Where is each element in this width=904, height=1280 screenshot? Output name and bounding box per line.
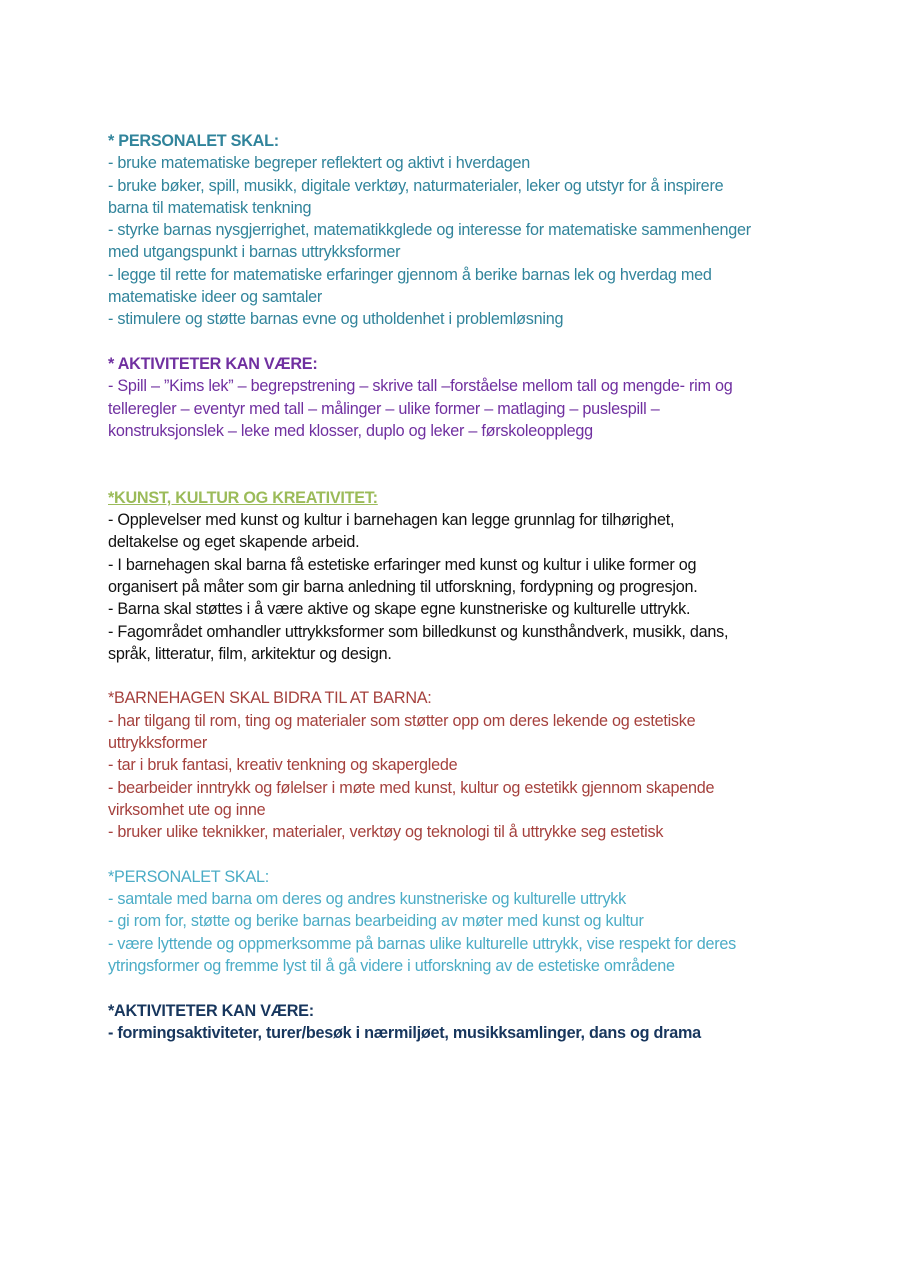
art-staff-heading: *PERSONALET SKAL: [108, 867, 269, 886]
math-staff-line: - bruke bøker, spill, musikk, digitale verktøy, naturmaterialer, leker og utstyr for å inspirere [108, 176, 724, 195]
math-activities-line: - Spill – ”Kims lek” – begrepstrening – skrive tall –forståelse mellom tall og mengde- rim og [108, 377, 733, 396]
math-activities-section [108, 353, 808, 442]
math-staff-line: - styrke barnas nysgjerrighet, matematikkglede og interesse for matematiske sammenhenger [108, 221, 751, 240]
math-activities-heading: * AKTIVITETER KAN VÆRE: [108, 354, 318, 373]
math-staff-section [108, 130, 808, 331]
spacer [108, 977, 808, 999]
art-intro-line: deltakelse og eget skapende arbeid. [108, 533, 360, 552]
art-kindergarten-line: uttrykksformer [108, 734, 208, 753]
math-staff-line: med utgangspunkt i barnas uttrykksformer [108, 243, 401, 262]
art-intro-line: - I barnehagen skal barna få estetiske erfaringer med kunst og kultur i ulike former og [108, 555, 697, 574]
art-intro-line: språk, litteratur, film, arkitektur og design. [108, 644, 392, 663]
art-kindergarten-heading: *BARNEHAGEN SKAL BIDRA TIL AT BARNA: [108, 689, 432, 708]
art-intro-line: - Barna skal støttes i å være aktive og skape egne kunstneriske og kulturelle uttrykk. [108, 600, 691, 619]
art-intro-line: organisert på måter som gir barna anledning til utforskning, fordypning og progresjon. [108, 577, 698, 596]
art-kindergarten-line: - bruker ulike teknikker, materialer, verktøy og teknologi til å uttrykke seg estetisk [108, 823, 664, 842]
art-intro-section [108, 487, 808, 665]
math-staff-line: barna til matematisk tenkning [108, 198, 312, 217]
art-staff-line: - være lyttende og oppmerksomme på barnas ulike kulturelle uttrykk, vise respekt for deres [108, 934, 736, 953]
art-kindergarten-line: - tar i bruk fantasi, kreativ tenkning og skaperglede [108, 756, 458, 775]
art-kindergarten-line: - bearbeider inntrykk og følelser i møte med kunst, kultur og estetikk gjennom skapende [108, 778, 715, 797]
math-staff-line: - bruke matematiske begreper reflektert og aktivt i hverdagen [108, 154, 531, 173]
spacer [108, 844, 808, 866]
math-staff-line: matematiske ideer og samtaler [108, 288, 323, 307]
art-kindergarten-line: virksomhet ute og inne [108, 800, 266, 819]
art-staff-line: - gi rom for, støtte og berike barnas bearbeiding av møter med kunst og kultur [108, 912, 644, 931]
math-staff-heading: * PERSONALET SKAL: [108, 132, 279, 150]
document-page [108, 130, 808, 1044]
math-staff-line: - stimulere og støtte barnas evne og utholdenhet i problemløsning [108, 310, 564, 329]
math-activities-line: konstruksjonslek – leke med klosser, duplo og leker – førskoleopplegg [108, 421, 593, 440]
art-intro-heading: *KUNST, KULTUR OG KREATIVITET: [108, 488, 378, 507]
art-intro-line: - Opplevelser med kunst og kultur i barnehagen kan legge grunnlag for tilhørighet, [108, 511, 675, 530]
spacer [108, 665, 808, 687]
spacer [108, 331, 808, 353]
art-activities-line: - formingsaktiviteter, turer/besøk i nærmiljøet, musikksamlinger, dans og drama [108, 1023, 701, 1042]
art-staff-section [108, 866, 808, 977]
art-activities-heading: *AKTIVITETER KAN VÆRE: [108, 1001, 314, 1020]
spacer [108, 442, 808, 487]
art-kindergarten-section [108, 687, 808, 843]
art-staff-line: ytringsformer og fremme lyst til å gå videre i utforskning av de estetiske områdene [108, 956, 675, 975]
math-activities-line: telleregler – eventyr med tall – målinger – ulike former – matlaging – puslespill – [108, 399, 660, 418]
art-activities-section [108, 1000, 808, 1045]
art-staff-line: - samtale med barna om deres og andres kunstneriske og kulturelle uttrykk [108, 890, 626, 909]
art-kindergarten-line: - har tilgang til rom, ting og materialer som støtter opp om deres lekende og estetiske [108, 711, 696, 730]
art-intro-line: - Fagområdet omhandler uttrykksformer som billedkunst og kunsthåndverk, musikk, dans, [108, 622, 729, 641]
math-staff-line: - legge til rette for matematiske erfaringer gjennom å berike barnas lek og hverdag med [108, 265, 712, 284]
